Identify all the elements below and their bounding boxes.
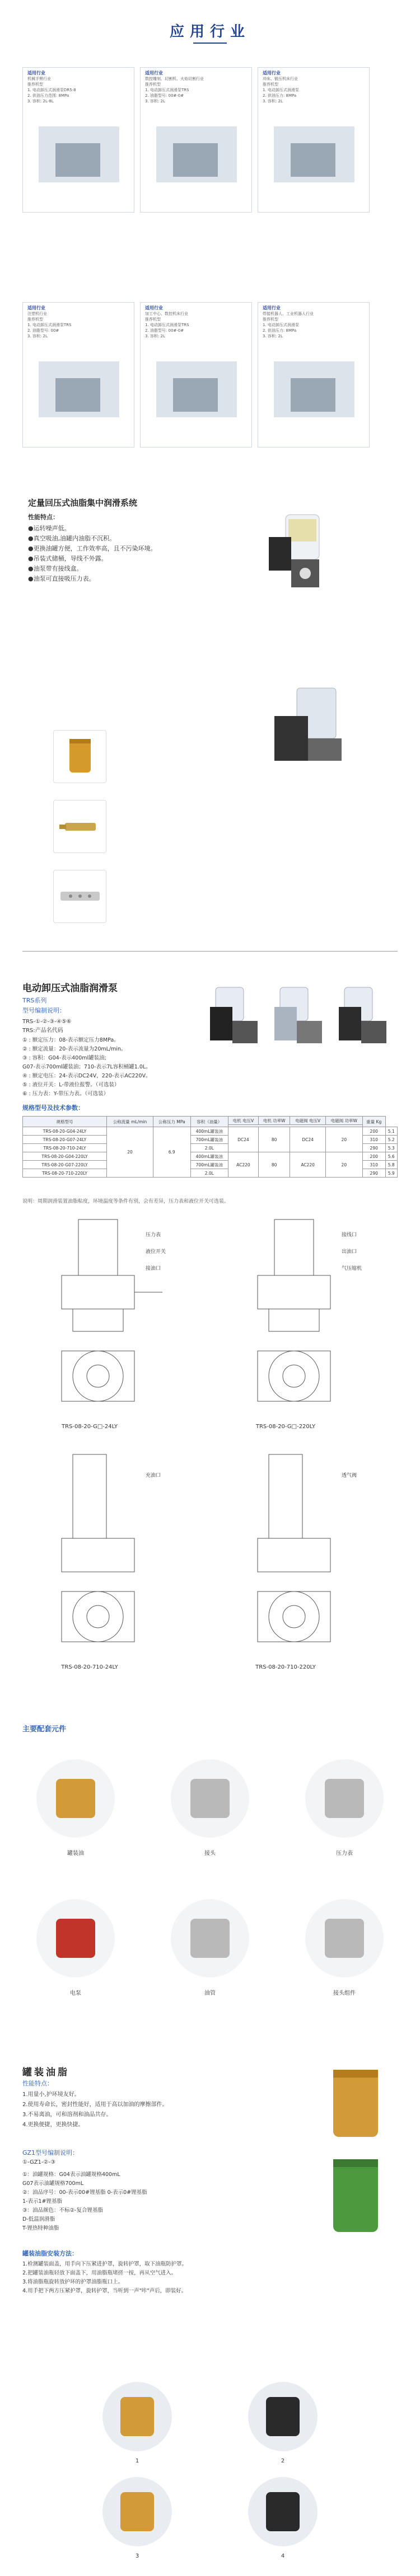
- card-line: 推荐机型: [263, 317, 278, 322]
- cell: 700mL罐装油: [190, 1161, 228, 1169]
- industry-card: [258, 302, 370, 448]
- step-number: 1: [135, 2458, 139, 2464]
- system-feature: ●吊装式储桶，导线不外露。: [28, 555, 108, 562]
- gz1-model-item: ②：油品序号：00-表示00#锂基脂 0-表示0#锂基脂: [22, 2189, 147, 2196]
- trs-title: 电动卸压式油脂润滑泵: [22, 983, 118, 994]
- gz1-model-item: D-低温润滑脂: [22, 2216, 55, 2222]
- cell: 400mL罐装油: [190, 1152, 228, 1161]
- part-caption: 电泵: [70, 1990, 81, 1996]
- page-title: 应用行业: [169, 23, 250, 40]
- system-feature: ●运转噪声低。: [28, 525, 71, 532]
- drawing-2: [258, 1219, 362, 1401]
- trs-table-title: 规格型号及技术参数：: [22, 1104, 84, 1112]
- part-caption: 罐装油: [67, 1850, 84, 1857]
- trs-model-item: ⑥ : 压力表：Y-带压力表。（可选装）: [22, 1091, 109, 1097]
- title-underline: [193, 43, 227, 44]
- pump-image-2: [274, 688, 342, 761]
- gz1-model-item: 1-表示1#锂基脂: [22, 2198, 62, 2205]
- technical-drawings: [22, 1214, 398, 1706]
- card-line: 2. 油脂型号: 00#-0#: [145, 328, 184, 333]
- drawing-caption-3: TRS-08-20-710-24LY: [61, 1664, 118, 1670]
- card-line: 推荐机型: [263, 82, 278, 87]
- card-line: 2. 供油压力: 8MPa: [263, 93, 297, 98]
- trs-pump-b: [274, 987, 322, 1043]
- part-item: [22, 1751, 129, 1863]
- drawing-1: [62, 1219, 166, 1401]
- step-number: 2: [281, 2458, 285, 2464]
- part-image: [157, 1751, 263, 1846]
- cell: 5.3: [385, 1144, 398, 1152]
- cell: 20: [325, 1127, 362, 1152]
- table-row: [23, 1127, 398, 1136]
- drawing-label: 接油口: [146, 1266, 161, 1271]
- th-motor-v: 电机 电压V: [228, 1117, 258, 1125]
- card-line: 1. 电动卸压式润滑泵DR5-8: [27, 88, 76, 92]
- card-line: 3. 容积: 2L: [27, 334, 48, 338]
- step-photo: [95, 2473, 179, 2551]
- industry-image: [263, 345, 366, 440]
- install-step-image: [95, 2473, 179, 2562]
- th-valve-w: 电磁阀 功率W: [325, 1117, 362, 1125]
- trs-model-code: TRS-①-②-③-④⑤⑥: [22, 1019, 72, 1025]
- card-line: 推荐机型: [27, 82, 43, 87]
- card-line: 3. 容积: 2L: [145, 334, 165, 338]
- cell: 20: [325, 1152, 362, 1178]
- drawing-3: [62, 1454, 161, 1642]
- drawing-label: 充油口: [146, 1473, 161, 1478]
- cell: TRS-08-20-G04-220LY: [23, 1152, 107, 1161]
- part-item: [22, 1891, 129, 2003]
- trs-model-item: G07-表示700ml罐装油；710-表示7L容积桶罐1.0L。: [22, 1064, 151, 1070]
- drawing-label: 出油口: [342, 1249, 357, 1255]
- trs-model-sub: TRS:产品名代码: [22, 1028, 63, 1034]
- part-item: [291, 1751, 398, 1863]
- card-sub: 注塑机行业: [27, 312, 47, 316]
- part-item: [157, 1751, 263, 1863]
- drawing-4: [258, 1454, 357, 1642]
- grease-cartridge-thumb: [53, 730, 106, 783]
- parts-title: 主要配套元件: [22, 1725, 67, 1734]
- cell: TRS-08-20-G04-24LY: [23, 1127, 107, 1136]
- install-step: 4.用手把下两方压紧护罩，旋转护罩，当听到一声"咔"声后，即装好。: [22, 2288, 187, 2294]
- drawing-label: 液位开关: [146, 1249, 166, 1255]
- industry-image: [145, 110, 248, 205]
- industry-card: [140, 67, 252, 213]
- card-sub: 数控雕刻、切割机、火焰切割行业: [145, 77, 204, 81]
- cell: AC220: [290, 1152, 325, 1178]
- cell: 80: [258, 1152, 290, 1178]
- divider-1: [22, 951, 398, 952]
- trs-model-item: ② : 额定流量：20-表示流量为20mL/min。: [22, 1046, 127, 1052]
- cell: 5.2: [385, 1136, 398, 1144]
- card-sub: 焊接机器人、工业机器人行业: [263, 312, 314, 316]
- gz1-model-title: GZ1型号编制说明：: [22, 2149, 79, 2156]
- gz1-model-item: ①：油罐规格：G04表示油罐规格400mL: [22, 2172, 120, 2178]
- th-pressure: 公称压力 MPa: [153, 1117, 190, 1127]
- industry-image: [27, 110, 130, 205]
- card-line: 3. 容积: 2L: [263, 99, 283, 103]
- install-steps: [22, 2260, 381, 2296]
- gz1-model-item: T-锂热特种油脂: [22, 2225, 59, 2231]
- fitting-thumb: [53, 870, 106, 923]
- trs-series: TRS系列: [22, 997, 47, 1004]
- cell: TRS-08-20-710-24LY: [23, 1144, 107, 1152]
- part-caption: 接头: [204, 1850, 216, 1857]
- grease-cartridge-orange: [333, 2070, 378, 2137]
- pump-illustrations: [235, 503, 403, 940]
- cell: 2.0L: [190, 1144, 228, 1152]
- part-image: [157, 1891, 263, 1986]
- card-line: 1. 电动卸压式润滑泵: [263, 323, 299, 327]
- step-photo: [95, 2377, 179, 2456]
- system-title: 定量回压式油脂集中润滑系统: [28, 498, 138, 508]
- card-line: 推荐机型: [27, 317, 43, 322]
- card-line: 2. 油脂型号: 00#-0#: [145, 93, 184, 98]
- card-line: 2. 供油压力范围: 8MPa: [27, 93, 69, 98]
- cell: 5.6: [385, 1152, 398, 1161]
- gz1-model-code: ①-GZ1-②-③: [22, 2159, 56, 2165]
- drawing-caption-2: TRS-08-20-G□-220LY: [255, 1424, 316, 1430]
- step-photo: [241, 2377, 325, 2456]
- grease-features-label: 性能特点：: [22, 2080, 53, 2087]
- grease-cartridge-green: [333, 2159, 378, 2232]
- industry-card: [258, 67, 370, 213]
- part-item: [157, 1891, 263, 2003]
- industry-card: [22, 67, 134, 213]
- th-valve-v: 电磁阀 电压V: [290, 1117, 325, 1125]
- th-model: 规格型号: [23, 1117, 107, 1127]
- install-title: 罐装油脂安装方法：: [22, 2250, 78, 2257]
- system-feature: ●真空吸油,油罐内油脂不沉积。: [28, 535, 116, 542]
- card-line: 推荐机型: [145, 317, 161, 322]
- part-image: [22, 1751, 129, 1846]
- cell: 700mL罐装油: [190, 1136, 228, 1144]
- spec-table: [22, 1116, 398, 1178]
- part-caption: 油管: [204, 1990, 216, 1996]
- drawing-caption-1: TRS-08-20-G□-24LY: [62, 1424, 118, 1430]
- step-photo: [241, 2473, 325, 2551]
- trs-model-items: [22, 1036, 207, 1099]
- cell: TRS-08-20-G07-220LY: [23, 1161, 107, 1169]
- trs-pump-trio: [207, 976, 403, 1060]
- th-flow: 公称流量 mL/min: [107, 1117, 153, 1127]
- system-feature: ●油泵可直接吸压力表。: [28, 575, 95, 582]
- part-image: [22, 1891, 129, 1986]
- step-number: 3: [135, 2553, 139, 2559]
- card-line: 1. 电动卸压式润滑泵TRS: [145, 323, 189, 327]
- card-title: 适用行业: [27, 305, 45, 310]
- cell: 20: [107, 1127, 153, 1178]
- part-caption: 接头组件: [333, 1990, 356, 1996]
- install-step: 1.检测罐装面盖，用手向下压紧进护罩，旋转护罩，取下油瓶防护罩。: [22, 2261, 188, 2267]
- trs-model-item: ③ : 容积：G04-表示400ml罐装油;: [22, 1055, 106, 1061]
- trs-pump-c: [339, 987, 386, 1043]
- industry-image: [145, 345, 248, 440]
- grease-features: [22, 2090, 291, 2130]
- drawing-label: 气压缩机: [342, 1266, 362, 1271]
- cell: 200: [362, 1152, 385, 1161]
- industry-image: [27, 345, 130, 440]
- card-sub: 加工中心、数控机床行业: [145, 312, 188, 316]
- trs-table-note: 说明：周期润滑装置油脂粘度，环境温度等条件有别，会有差异，压力表和液位开关可选装。: [22, 1199, 230, 1204]
- card-title: 适用行业: [263, 70, 281, 76]
- table-row: [23, 1152, 398, 1161]
- cell: 310: [362, 1161, 385, 1169]
- card-title: 适用行业: [145, 70, 163, 76]
- grease-title: 罐装油脂: [22, 2067, 69, 2078]
- cell: DC24: [228, 1127, 258, 1152]
- th-motor-w: 电机 功率W: [258, 1117, 290, 1125]
- cell: 290: [362, 1169, 385, 1178]
- drawing-label: 接线口: [342, 1232, 357, 1238]
- cell: 310: [362, 1136, 385, 1144]
- system-features: [28, 524, 230, 584]
- card-line: 1. 电动卸压式润滑泵: [263, 88, 299, 92]
- cell: 400mL罐装油: [190, 1127, 228, 1136]
- industry-card: [22, 302, 134, 448]
- grease-feature: 2.使用寿命长，密封性能好，适用于高以加油的摩擦部件。: [22, 2102, 168, 2108]
- trs-model-item: ① : 额定压力：08-表示额定压力8MPa。: [22, 1037, 119, 1043]
- card-sub: 机械手臂行业: [27, 77, 51, 81]
- connector-thumb: [53, 800, 106, 853]
- drawing-label: 透气阀: [342, 1473, 357, 1478]
- cell: TRS-08-20-G07-24LY: [23, 1136, 107, 1144]
- card-line: 1. 电动卸压式润滑泵TRS: [27, 323, 72, 327]
- cell: AC220: [228, 1152, 258, 1178]
- cell: 200: [362, 1127, 385, 1136]
- gz1-model-item: ③：油品颜色：不标②-复合锂基脂: [22, 2207, 103, 2214]
- grease-feature: 4.更换便捷，更换快捷。: [22, 2122, 84, 2128]
- cell: 6.9: [153, 1127, 190, 1178]
- card-line: 1. 电动卸压式润滑泵TRS: [145, 88, 189, 92]
- cell: 5.8: [385, 1161, 398, 1169]
- card-line: 2. 油脂型号: 00#: [27, 328, 59, 333]
- cell: DC24: [290, 1127, 325, 1152]
- grease-cartridges: [314, 2064, 398, 2249]
- card-line: 3. 容积: 2L: [145, 99, 165, 103]
- gz1-model-items: [22, 2170, 291, 2233]
- card-title: 适用行业: [263, 305, 281, 310]
- grease-feature: 3.不易离油，可和溶剂和油品共存。: [22, 2112, 112, 2118]
- cell: 80: [258, 1127, 290, 1152]
- drawing-label: 压力表: [146, 1232, 161, 1238]
- part-caption: 压力表: [336, 1850, 353, 1857]
- trs-model-item: ④ : 额定电压：24-表示DC24V，220-表示AC220V。: [22, 1073, 151, 1079]
- install-step-image: [95, 2377, 179, 2467]
- trs-model-item: ⑤ : 液位开关：L-带液位报警。（可选装）: [22, 1082, 120, 1088]
- system-features-label: 性能特点：: [28, 514, 59, 521]
- install-step: 2.把罐装油瓶轻放下面盖下，用油脂瓶堵搓一按，再从空气进入。: [22, 2270, 177, 2276]
- install-step: 3.将油脂瓶旋转放护环的护罩油脂瓶口上。: [22, 2279, 124, 2285]
- install-step-image: [241, 2473, 325, 2562]
- cell: 5.1: [385, 1127, 398, 1136]
- card-line: 推荐机型: [145, 82, 161, 87]
- step-number: 4: [281, 2553, 285, 2559]
- system-feature: ●更换油罐方便，工作效率高，且不污染环境。: [28, 545, 157, 552]
- cell: 2.0L: [190, 1169, 228, 1178]
- trs-pump-a: [210, 987, 258, 1043]
- grease-feature: 1.用量小,护环境友好。: [22, 2092, 80, 2098]
- industry-image: [263, 110, 366, 205]
- system-feature: ●油泵带有接线盒。: [28, 565, 83, 572]
- th-weight: 重量 Kg: [362, 1117, 385, 1127]
- pump-image-1: [269, 515, 319, 587]
- drawing-caption-4: TRS-08-20-710-220LY: [255, 1664, 316, 1670]
- part-item: [291, 1891, 398, 2003]
- industry-card: [140, 302, 252, 448]
- gz1-model-item: G07表示油罐规格700mL: [22, 2181, 84, 2187]
- th-capacity: 容积（油量）: [190, 1117, 228, 1127]
- card-title: 适用行业: [27, 70, 45, 76]
- trs-model-label: 型号编制说明：: [22, 1007, 66, 1014]
- part-image: [291, 1751, 398, 1846]
- part-image: [291, 1891, 398, 1986]
- card-line: 2. 供油压力: 8MPa: [263, 328, 297, 333]
- install-step-image: [241, 2377, 325, 2467]
- cell: 5.9: [385, 1169, 398, 1178]
- cell: 290: [362, 1144, 385, 1152]
- card-title: 适用行业: [145, 305, 163, 310]
- card-sub: 冲床、锻压机床行业: [263, 77, 298, 81]
- card-line: 3. 容积: 2L: [263, 334, 283, 338]
- cell: TRS-08-20-710-220LY: [23, 1169, 107, 1178]
- card-line: 3. 容积: 2L-8L: [27, 99, 54, 103]
